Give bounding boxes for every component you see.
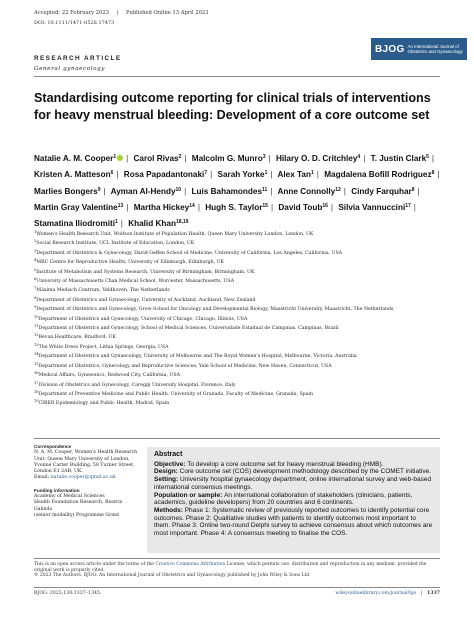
affiliation-text: The White Dress Project, Lithia Springs, Georgia, USA bbox=[38, 344, 169, 350]
author-separator: | bbox=[437, 170, 440, 180]
affiliation-item bbox=[34, 332, 444, 341]
sidebar-info bbox=[34, 444, 140, 519]
author-separator: | bbox=[270, 170, 273, 180]
doi[interactable]: DOI: 10.1111/1471-0528.17473 bbox=[34, 20, 115, 26]
abstract-box bbox=[147, 447, 440, 553]
abstract-section-label: Objective: bbox=[154, 460, 188, 468]
author-separator: | bbox=[270, 202, 274, 212]
correspondence-email-link[interactable]: natalie.cooper@qmul.ac.uk bbox=[50, 475, 116, 481]
author-name-text: Khalid Khan bbox=[128, 219, 176, 229]
abstract-section bbox=[154, 476, 433, 491]
affiliation-marker: 1 bbox=[311, 170, 314, 177]
author-name-text: Stamatina Iliodromiti bbox=[34, 219, 115, 229]
affiliation-marker: 11 bbox=[262, 186, 268, 193]
affiliation-marker: 5 bbox=[426, 154, 429, 160]
affiliation-item bbox=[34, 285, 444, 294]
author-separator: | bbox=[184, 154, 187, 163]
affiliation-marker: 8 bbox=[411, 186, 415, 193]
affiliation-number: 14 bbox=[34, 352, 39, 357]
footer-divider bbox=[34, 587, 440, 588]
author-name-text: Kristen A. Matteson bbox=[34, 170, 111, 180]
author-name-text: Cindy Farquhar bbox=[351, 186, 412, 196]
author-name-text: Rosa Papadantonaki bbox=[123, 170, 205, 180]
author-separator: | bbox=[126, 154, 129, 163]
affiliation-item bbox=[34, 380, 444, 389]
affiliation-marker: 18,19 bbox=[175, 219, 189, 226]
license-footnote: This is an open access article under the terms of the Creative Commons Attribution License, which permits use, distribution and reproduction in any medium, provided the original work is properly cited. © 2023 The Authors. BJOG: An International Journal of Obstetrics and Gynaecology published by John Wiley & Sons Ltd. bbox=[34, 562, 444, 579]
affiliation-marker: 1 bbox=[114, 219, 118, 226]
author-name-text: Hilary O. D. Critchley bbox=[275, 154, 358, 163]
affiliation-number: 10 bbox=[34, 314, 39, 319]
author-list bbox=[34, 150, 444, 231]
abstract-section-text: Phase 1: Systematic review of previously reported outcomes to identify potential core outcomes. Phase 2: Qualitative studies with patients to identify outcomes most important to them. Phase 3: Online two-round Delphi survey to achieve consensus about which outcomes are most important. Phase 4: A consensus meeting to finalise the COS. bbox=[154, 506, 433, 538]
author-name[interactable] bbox=[277, 170, 313, 179]
affiliation-text: Medical Affairs, Gynesonics, Redwood City, California, USA bbox=[38, 373, 180, 379]
affiliation-item bbox=[34, 342, 444, 351]
author-name[interactable] bbox=[278, 203, 328, 212]
author-name[interactable] bbox=[192, 154, 266, 163]
affiliation-number: 9 bbox=[34, 305, 37, 310]
abstract-section bbox=[154, 492, 433, 507]
author-name-text: T. Justin Clark bbox=[370, 154, 427, 163]
affiliation-text: University of Massachusetts Chan Medical School, Worcester, Massachusetts, USA bbox=[36, 279, 234, 285]
author-name[interactable] bbox=[34, 154, 123, 163]
abstract-heading: Abstract bbox=[154, 451, 183, 458]
author-name[interactable] bbox=[276, 154, 360, 163]
header-divider bbox=[34, 76, 440, 77]
affiliation-marker: 10 bbox=[175, 186, 182, 193]
author-name[interactable] bbox=[351, 187, 414, 196]
affiliation-text: Department of Obstetrics & Gynecology, David Geffen School of Medicine, University of California, Los Angeles, California, USA bbox=[36, 250, 343, 256]
author-name-text: Alex Tan bbox=[277, 170, 311, 180]
affiliation-marker: 13 bbox=[117, 202, 124, 209]
author-name[interactable] bbox=[371, 154, 429, 163]
affiliation-number: 5 bbox=[34, 267, 37, 272]
author-separator: | bbox=[363, 154, 366, 163]
article-title: Standardising outcome reporting for clinical trials of interventions for heavy menstrual bleeding: Development of a core outcome set bbox=[34, 91, 431, 122]
affiliation-text: Bevan Healthcare, Bradford, UK bbox=[38, 335, 116, 341]
author-name-text: Magdalena Bofill Rodriguez bbox=[324, 170, 432, 180]
author-name-text: Hugh S. Taylor bbox=[205, 202, 263, 212]
affiliation-item bbox=[34, 314, 444, 323]
author-separator: | bbox=[316, 170, 319, 180]
affiliation-text: Women's Health Research Unit, Wolfson Institute of Population Health, Queen Mary University London, London, UK bbox=[36, 232, 314, 237]
affiliation-item bbox=[34, 295, 444, 304]
author-separator: | bbox=[184, 186, 187, 196]
affiliation-item bbox=[34, 398, 444, 407]
subject-category: General gynaecology bbox=[34, 66, 106, 72]
orcid-icon[interactable] bbox=[117, 155, 123, 161]
affiliation-text: Institute of Metabolism and Systems Research, University of Birmingham, Birmingham, UK bbox=[36, 269, 255, 275]
affiliation-marker: 1 bbox=[113, 154, 117, 160]
author-name[interactable] bbox=[34, 170, 113, 179]
affiliation-marker: 1 bbox=[264, 170, 268, 177]
author-name[interactable] bbox=[124, 170, 207, 179]
author-separator: | bbox=[431, 154, 435, 163]
abstract-section-label: Population or sample: bbox=[154, 491, 225, 499]
author-name[interactable] bbox=[34, 187, 100, 196]
author-name-text: Malcolm G. Munro bbox=[191, 154, 263, 163]
affiliation-number: 6 bbox=[34, 277, 37, 282]
author-name-text: Martin Gray Valentine bbox=[34, 202, 118, 212]
affiliation-number: 7 bbox=[34, 286, 37, 291]
author-separator: | bbox=[413, 202, 416, 212]
author-name-text: Marlies Bongers bbox=[34, 186, 98, 196]
affiliation-text: Division of Obstetrics and Gynecology, Careggi University Hospital, Florence, Italy bbox=[38, 382, 236, 388]
affiliation-number: 18 bbox=[34, 389, 39, 394]
affiliation-text: MRC Centre for Reproductive Health, University of Edinburgh, Edinburgh, UK bbox=[36, 260, 225, 266]
author-name-text: Carol Rivas bbox=[133, 154, 179, 163]
affiliation-item bbox=[34, 370, 444, 379]
affiliation-text: CIBER Epidemiology and Public Health, Madrid, Spain bbox=[38, 401, 170, 407]
author-separator: | bbox=[210, 170, 213, 180]
correspondence-address: N. A. M. Cooper, Women's Health Research Unit, Queen Mary University of London, Yvonne Carter Building, 58 Turner Street, London E1 2AB, UK. Email: natalie.cooper@qmul.ac.uk bbox=[34, 450, 138, 481]
affiliation-number: 13 bbox=[34, 342, 39, 347]
affiliation-item bbox=[34, 389, 444, 398]
author-separator: | bbox=[270, 186, 273, 196]
abstract-section-text: Core outcome set (COS) development methodology described by the COMET initiative. bbox=[179, 468, 431, 476]
affiliation-text: Department of Obstetrics and Gynaecology, University of Melbourne and The Royal Women's Hospital, Melbourne, Victoria, Australia bbox=[38, 354, 357, 360]
affiliation-item bbox=[34, 248, 444, 257]
author-name[interactable] bbox=[134, 203, 195, 212]
affiliation-number: 1 bbox=[34, 230, 37, 234]
abstract-section bbox=[154, 507, 433, 538]
author-name[interactable] bbox=[205, 203, 268, 212]
journal-badge[interactable] bbox=[371, 38, 467, 60]
abstract-section-text: University hospital gynaecology department, online international survey and web-based international consensus meetings. bbox=[154, 476, 432, 491]
affiliation-number: 17 bbox=[34, 380, 39, 385]
affiliation-marker: 9 bbox=[97, 186, 101, 193]
affiliation-text: Department of Obstetrics and Gynecology, Grow-School for Oncology and Developmental Biology, Maastricht University, Maastricht, The Netherlands bbox=[36, 307, 394, 313]
affiliation-marker: 3 bbox=[262, 154, 266, 160]
affiliation-list bbox=[34, 229, 444, 408]
footnote-divider bbox=[34, 558, 440, 559]
author-name[interactable] bbox=[277, 187, 340, 196]
author-separator: | bbox=[120, 219, 123, 229]
journal-logo: BJOG bbox=[375, 43, 405, 55]
author-name[interactable] bbox=[128, 219, 188, 228]
author-separator: | bbox=[417, 186, 420, 196]
affiliation-number: 15 bbox=[34, 361, 39, 366]
accepted-date: Accepted: 22 February 2023 bbox=[34, 10, 109, 16]
page-footer: BJOG. 2023;130:1337–1345. wileyonlinelibrary.com/journal/bjo | 1337 bbox=[34, 591, 440, 596]
abstract-section-label: Design: bbox=[154, 468, 180, 476]
affiliation-marker: 17 bbox=[405, 202, 411, 209]
affiliation-number: 2 bbox=[34, 239, 37, 244]
abstract-body bbox=[154, 461, 433, 538]
affiliation-text: Department of Obstetrics, Gynecology and Reproductive Sciences, Yale School of Medicine, New Haven, Connecticut, USA bbox=[38, 363, 332, 369]
author-name[interactable] bbox=[34, 203, 123, 212]
affiliation-number: 4 bbox=[34, 258, 37, 263]
affiliation-item bbox=[34, 323, 444, 332]
funding-details: Academy of Medical Sciences Health Foundation Research, Beatriz Galindo (senior modality) Programme Grant bbox=[34, 494, 123, 518]
author-separator: | bbox=[330, 202, 334, 212]
author-name-text: Luis Bahamondes bbox=[191, 186, 263, 196]
affiliation-number: 19 bbox=[34, 399, 39, 404]
affiliation-number: 16 bbox=[34, 371, 39, 376]
abstract-section-label: Setting: bbox=[154, 476, 180, 484]
author-separator: | bbox=[197, 202, 200, 212]
author-name[interactable] bbox=[338, 203, 410, 212]
affiliation-marker: 8 bbox=[431, 170, 435, 177]
affiliation-marker: 2 bbox=[178, 154, 182, 160]
author-name-text: Anne Connolly bbox=[277, 186, 336, 196]
affiliation-marker: 14 bbox=[189, 202, 195, 209]
affiliation-marker: 15 bbox=[262, 202, 268, 209]
abstract-section bbox=[154, 468, 433, 476]
affiliation-text: Department of Obstetrics and Gynecology, School of Medical Sciences, Universidade Estadual de Campinas, Campinas, Brazil bbox=[38, 326, 339, 332]
author-name-text: Ayman Al-Hendy bbox=[110, 186, 176, 196]
affiliation-marker: 16 bbox=[322, 202, 328, 209]
author-name-text: Natalie A. M. Cooper bbox=[34, 154, 114, 163]
author-name[interactable] bbox=[324, 170, 434, 179]
affiliation-text: Department of Obstetrics and Gynecology, University of Chicago, Chicago, Illinois, USA bbox=[38, 316, 248, 322]
affiliation-item bbox=[34, 304, 444, 313]
author-name[interactable] bbox=[34, 219, 118, 228]
abstract-section-text: To develop a core outcome set for heavy menstrual bleeding (HMB). bbox=[187, 460, 384, 468]
license-link[interactable]: Creative Commons Attribution bbox=[155, 562, 226, 567]
author-separator: | bbox=[116, 170, 119, 180]
affiliation-item bbox=[34, 229, 444, 238]
affiliation-marker: 4 bbox=[357, 154, 361, 160]
published-date: Published Online 13 April 2023 bbox=[126, 10, 209, 16]
affiliation-number: 8 bbox=[34, 295, 37, 300]
author-name[interactable] bbox=[111, 187, 181, 196]
author-name[interactable] bbox=[192, 187, 268, 196]
abstract-section-label: Methods: bbox=[154, 506, 185, 514]
affiliation-text: Social Research Institute, UCL Institute of Education, London, UK bbox=[36, 241, 195, 247]
publication-dates: Accepted: 22 February 2023 | Published Online 13 April 2023 bbox=[34, 10, 209, 16]
affiliation-item bbox=[34, 257, 444, 266]
journal-url-link[interactable]: wileyonlinelibrary.com/journal/bjo bbox=[335, 591, 417, 596]
abstract-section-text: An international collaboration of stakeholders (clinicians, patients, academics, guideline developers) from 20 countries and 6 continents. bbox=[154, 491, 413, 507]
affiliation-number: 3 bbox=[34, 248, 37, 253]
affiliation-item bbox=[34, 276, 444, 285]
author-name[interactable] bbox=[134, 154, 182, 163]
copyright: © 2023 The Authors. BJOG: An International Journal of Obstetrics and Gynaecology published by John Wiley & Sons Ltd. bbox=[34, 573, 311, 579]
author-name-text: Silvia Vannuccini bbox=[338, 202, 406, 212]
author-name-text: Martha Hickey bbox=[133, 202, 190, 212]
author-name[interactable] bbox=[218, 170, 268, 179]
correspondence-heading: Correspondence bbox=[34, 444, 72, 449]
affiliation-item bbox=[34, 238, 444, 247]
affiliation-text: Department of Preventive Medicine and Public Health, University of Granada, Faculty of Medicine, Granada, Spain bbox=[38, 391, 313, 397]
author-separator: | bbox=[343, 186, 346, 196]
article-type: RESEARCH ARTICLE bbox=[34, 55, 122, 62]
abstract-section bbox=[154, 461, 433, 469]
journal-subtitle: An International Journal of Obstetrics and Gynaecology bbox=[407, 44, 463, 54]
affiliation-marker: 7 bbox=[204, 170, 208, 177]
affiliation-item bbox=[34, 351, 444, 360]
page-number: 1337 bbox=[426, 591, 440, 596]
affiliation-marker: 12 bbox=[335, 186, 341, 193]
affiliation-marker: 6 bbox=[110, 170, 114, 177]
citation: BJOG. 2023;130:1337–1345. bbox=[34, 591, 102, 596]
affiliation-text: Máxima Medisch Centrum, Veldhoven, The Netherlands bbox=[36, 288, 170, 294]
affiliation-number: 11 bbox=[34, 324, 39, 329]
author-name-text: David Toub bbox=[278, 202, 323, 212]
author-separator: | bbox=[103, 186, 106, 196]
funding-heading: Funding information bbox=[34, 487, 80, 493]
affiliation-text: Department of Obstetrics and Gynaecology, University of Auckland, Auckland, New Zealand bbox=[36, 297, 256, 303]
affiliation-item bbox=[34, 361, 444, 370]
affiliation-number: 12 bbox=[34, 333, 39, 338]
affiliation-divider bbox=[34, 438, 440, 439]
author-separator: | bbox=[268, 154, 271, 163]
author-name-text: Sarah Yorke bbox=[217, 170, 265, 180]
affiliation-item bbox=[34, 267, 444, 276]
author-separator: | bbox=[126, 202, 129, 212]
